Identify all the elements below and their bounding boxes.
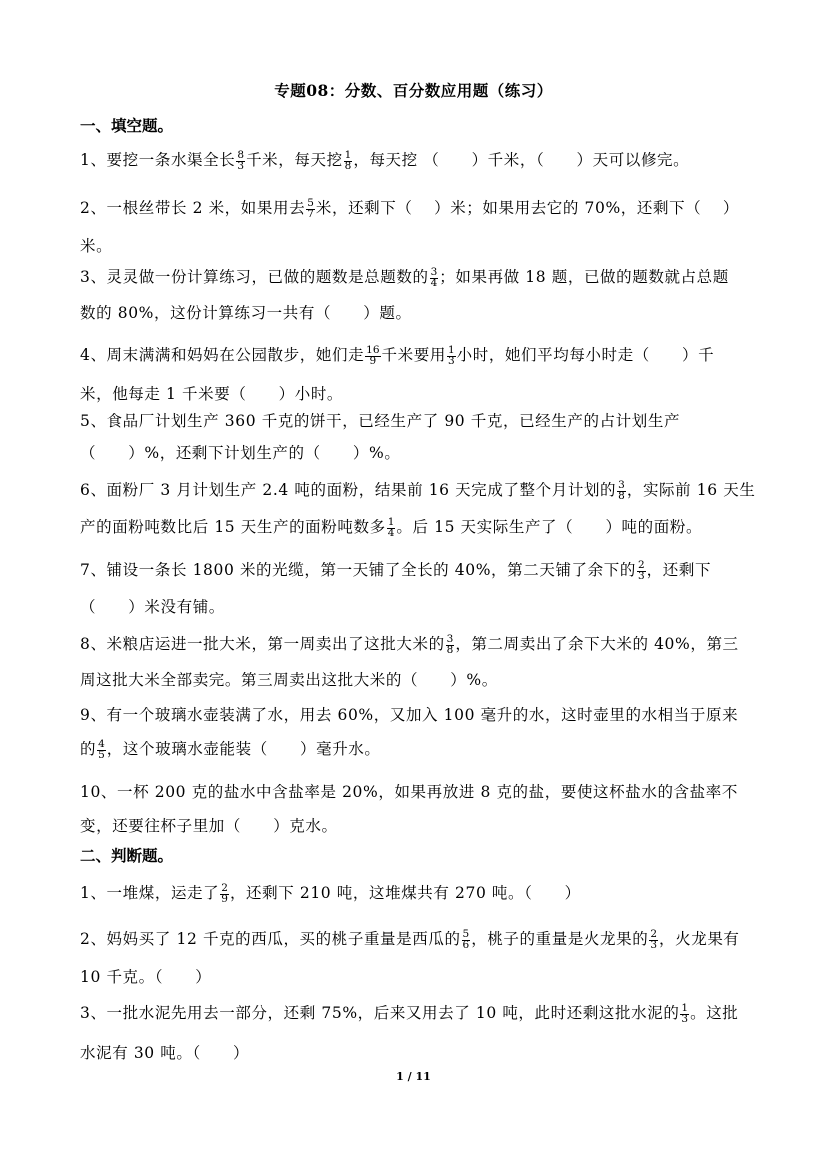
fraction-denominator: 9 (369, 354, 377, 367)
fraction (446, 635, 455, 655)
fraction-numerator: 5 (307, 197, 314, 209)
fraction-denominator: 3 (681, 1012, 689, 1025)
question-7-line-2: （ ）米没有铺。 (80, 598, 225, 616)
question-text: 7、铺设一条长 1800 米的光缆，第一天铺了全长的 40%，第二天铺了余下的 (80, 561, 636, 579)
question-text: ；如果再做 18 题，已做的题数就占总题 (439, 268, 729, 286)
judgement-3-line-2: 水泥有 30 吨。（ ） (80, 1044, 250, 1062)
fraction (236, 151, 245, 171)
question-text: ，这个玻璃水壶能装（ ）毫升水。 (106, 740, 381, 758)
fraction (430, 268, 439, 288)
question-text: ，还剩下 (646, 561, 712, 579)
question-text: 米，还剩下（ ）米；如果用去它的 70%，还剩下（ ） (315, 199, 740, 217)
fraction (680, 1004, 689, 1024)
fraction-denominator: 8 (344, 159, 352, 172)
question-text: ，实际前 16 天生 (626, 481, 756, 499)
fraction-denominator: 3 (447, 354, 455, 367)
fraction-denominator: 5 (98, 748, 105, 761)
fraction (617, 481, 626, 501)
question-6-line-1 (80, 478, 756, 502)
fraction-denominator: 4 (430, 276, 438, 289)
question-text: ，还剩下 210 吨，这堆煤共有 270 吨。（ ） (229, 884, 581, 902)
question-4-line-1 (80, 343, 752, 366)
question-5-line-2: （ ）%，还剩下计划生产的（ ）%。 (80, 444, 401, 462)
fraction (462, 930, 471, 950)
fraction (344, 151, 353, 171)
judgement-1-line-1 (80, 881, 752, 904)
fraction-denominator: 8 (446, 643, 454, 656)
question-text: 6、面粉厂 3 月计划生产 2.4 吨的面粉，结果前 16 天完成了整个月计划的 (80, 481, 617, 499)
question-text: 的 (80, 740, 97, 758)
fraction-numerator: 1 (387, 516, 395, 528)
question-2-line-1 (80, 196, 752, 219)
question-3-line-2: 数的 80%，这份计算练习一共有（ ）题。 (80, 304, 412, 322)
question-2-line-2: 米。 (80, 237, 113, 255)
fraction-denominator: 3 (650, 938, 658, 951)
question-5-line-1: 5、食品厂计划生产 360 千克的饼干，已经生产了 90 千克，已经生产的占计划生产 (80, 412, 681, 430)
fraction-numerator: 3 (446, 633, 454, 645)
question-text: 。这批 (690, 1004, 739, 1022)
question-3-line-1 (80, 265, 752, 288)
fraction-numerator: 5 (462, 928, 470, 940)
fraction (220, 884, 229, 904)
section-heading-fill-blank: 一、填空题。 (80, 116, 174, 135)
question-text: ，第二周卖出了余下大米的 40%，第三 (455, 635, 739, 653)
question-6-line-2 (80, 515, 752, 538)
fraction-numerator: 2 (637, 559, 645, 571)
question-text: 3、一批水泥先用去一部分，还剩 75%，后来又用去了 10 吨，此时还剩这批水泥的 (80, 1004, 680, 1022)
question-text: 3、灵灵做一份计算练习，已做的题数是总题数的 (80, 268, 429, 286)
fraction-numerator: 1 (681, 1002, 689, 1014)
fraction-denominator: 7 (307, 207, 314, 220)
question-1-line-1 (80, 148, 752, 171)
fraction-numerator: 4 (98, 738, 105, 750)
question-text: 1、一堆煤，运走了 (80, 884, 220, 902)
fraction-denominator: 3 (637, 569, 645, 582)
question-9-line-2 (80, 737, 752, 760)
fraction (97, 740, 106, 760)
page-number: 1 / 11 (396, 1070, 431, 1083)
fraction-denominator: 4 (387, 526, 395, 539)
question-8-line-1 (80, 632, 752, 655)
question-text: ，火龙果有 (659, 930, 740, 948)
fraction (387, 518, 396, 538)
question-text: 2、一根丝带长 2 米，如果用去 (80, 199, 306, 217)
question-text: 1、要挖一条水渠全长 (80, 151, 236, 169)
fraction (306, 199, 315, 219)
question-4-line-2: 米，他每走 1 千米要（ ）小时。 (80, 385, 344, 403)
question-text: ，每天挖 （ ）千米，（ ）天可以修完。 (353, 151, 690, 169)
fraction-numerator: 3 (430, 266, 438, 278)
fraction (649, 930, 658, 950)
page-title: 专题08：分数、百分数应用题（练习） (274, 81, 553, 100)
fraction-denominator: 6 (462, 938, 470, 951)
fraction-numerator: 3 (618, 479, 625, 491)
question-text: ，桃子的重量是火龙果的 (471, 930, 649, 948)
judgement-2-line-2: 10 千克。（ ） (80, 968, 212, 986)
question-text: 产的面粉吨数比后 15 天生产的面粉吨数多 (80, 518, 386, 536)
fraction-numerator: 1 (447, 344, 455, 356)
fraction-numerator: 2 (650, 928, 658, 940)
judgement-3-line-1 (80, 1001, 752, 1024)
question-10-line-1: 10、一杯 200 克的盐水中含盐率是 20%，如果再放进 8 克的盐，要使这杯盐水的含盐率不 (80, 783, 738, 801)
fraction (447, 346, 456, 366)
fraction-numerator: 8 (237, 149, 245, 161)
question-text: 2、妈妈买了 12 千克的西瓜，买的桃子重量是西瓜的 (80, 930, 461, 948)
question-9-line-1: 9、有一个玻璃水壶装满了水，用去 60%，又加入 100 毫升的水，这时壶里的水相当于原来 (80, 706, 739, 724)
section-heading-judgement: 二、判断题。 (80, 846, 174, 865)
fraction-numerator: 2 (221, 882, 228, 894)
question-8-line-2: 周这批大米全部卖完。第三周卖出这批大米的（ ）%。 (80, 671, 498, 689)
question-text: 8、米粮店运进一批大米，第一周卖出了这批大米的 (80, 635, 445, 653)
question-10-line-2: 变，还要往杯子里加（ ）克水。 (80, 817, 338, 835)
question-text: 小时，她们平均每小时走（ ）千 (456, 346, 715, 364)
question-text: 千米，每天挖 (246, 151, 343, 169)
judgement-2-line-1 (80, 927, 752, 950)
question-7-line-1 (80, 558, 752, 581)
fraction-numerator: 1 (344, 149, 352, 161)
question-text: 4、周末满满和妈妈在公园散步，她们走 (80, 346, 365, 364)
question-text: 。后 15 天实际生产了（ ）吨的面粉。 (396, 518, 703, 536)
fraction-numerator: 16 (366, 344, 380, 356)
question-text: 千米要用 (381, 346, 446, 364)
fraction-denominator: 9 (221, 892, 228, 905)
fraction (637, 561, 646, 581)
fraction (365, 346, 380, 366)
fraction-denominator: 8 (618, 489, 625, 502)
fraction-denominator: 3 (237, 159, 245, 172)
